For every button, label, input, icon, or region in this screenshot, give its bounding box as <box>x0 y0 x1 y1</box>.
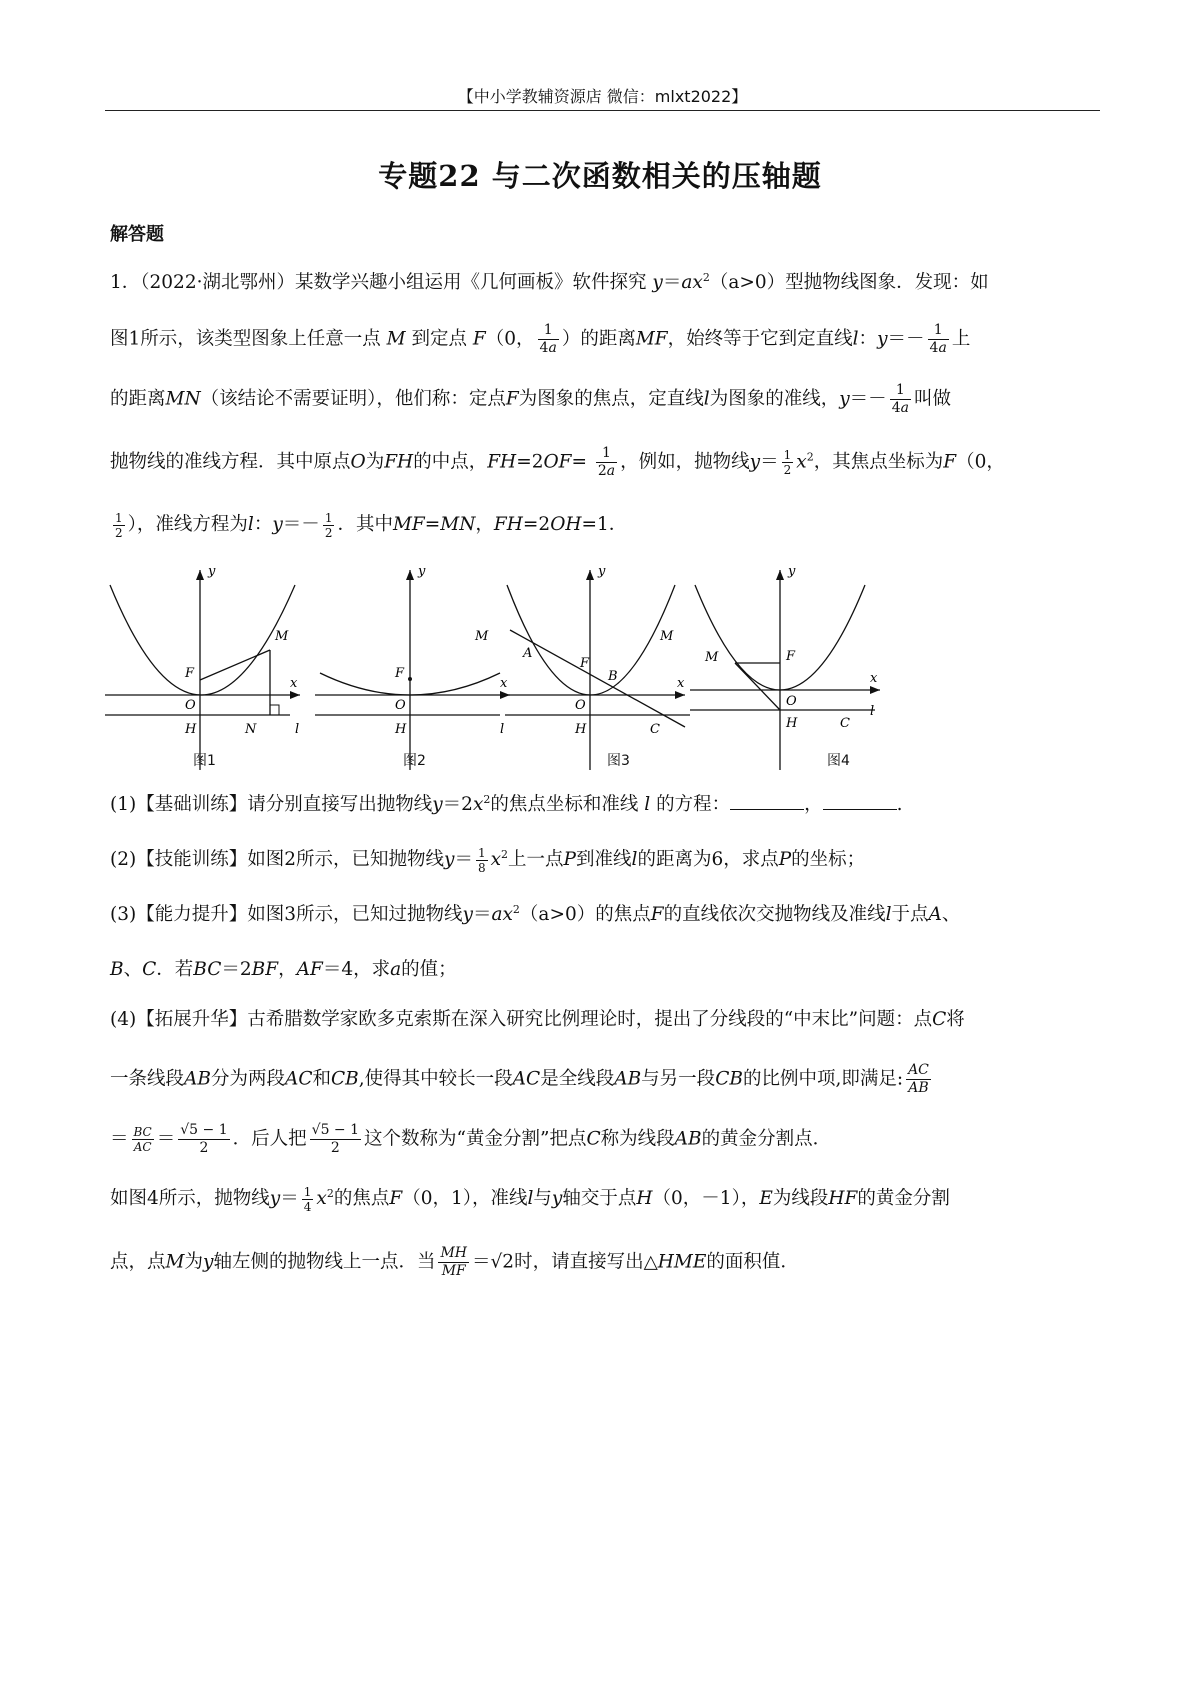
fig2-x-label: x <box>500 676 508 691</box>
fig3-y-label: y <box>598 564 606 579</box>
fig3-B-label: B <box>608 669 618 684</box>
fig2-l-label: l <box>500 722 505 737</box>
fig2-M-label: M <box>475 629 489 644</box>
question-5-line-2: 点，点M为y轴左侧的抛物线上一点．当 $\frac{MH}{MF}$ ＝√2时，请直接写出△HME的面积值． <box>110 1245 799 1279</box>
fig2-F-label: F <box>395 666 405 681</box>
question-3-line-2: B、C．若BC＝2BF，AF＝4，求a的值； <box>110 959 457 980</box>
fig4-y-label: y <box>788 564 796 579</box>
intro-line-1: 1．（2022·湖北鄂州）某数学兴趣小组运用《几何画板》软件探究 $y=ax^2(a>0)$型抛物线图象．发现：如 <box>110 270 989 293</box>
fig1-H-label: H <box>185 722 197 737</box>
fig1-N-label: N <box>245 722 257 737</box>
fig4-H-label: H <box>786 716 798 731</box>
page-header: 【中小学教辅资源店 微信：mlxt2022】 <box>457 87 748 106</box>
fig1-M-label: M <box>275 629 289 644</box>
fig2-y-label: y <box>418 564 426 579</box>
fig3-F-label: F <box>580 656 590 671</box>
header-rule <box>105 110 1100 111</box>
question-4-line-1: (4)【拓展升华】古希腊数学家欧多克索斯在深入研究比例理论时，提出了分线段的“中末比”问题：点C将 <box>110 1009 965 1030</box>
fig3-H-label: H <box>575 722 587 737</box>
fig1-l-label: l <box>295 722 300 737</box>
question-5-line-1: 如图4所示，抛物线y＝ $\frac{1}{4}$ $x^2$的焦点F（0，1），准线l与y轴交于点H（0，－1），E为线段HF的黄金分割 <box>110 1184 950 1214</box>
intro-line-5: $\frac{1}{2}$ ），准线方程为l：y＝－ $\frac{1}{2}$ ．其中MF=MN，FH=2OH=1． <box>115 510 628 540</box>
fig4-caption: 图4 <box>827 753 850 769</box>
fig3-M-label: M <box>660 629 674 644</box>
fig1-O-label: O <box>185 698 196 713</box>
question-4-line-3: ＝ $\frac{BC}{AC}$ ＝ $\frac{√5 - 1}{2}$ ．后人把 $\frac{√5 - 1}{2}$ 这个数称为“黄金分割”把点C称为线段AB的黄金分割点． <box>110 1122 832 1156</box>
fig1-caption: 图1 <box>193 753 216 769</box>
section-label: 解答题 <box>110 224 164 245</box>
question-1: (1)【基础训练】请分别直接写出抛物线$y=2x^2$的焦点坐标和准线 l 的方程： ， . <box>110 792 903 815</box>
question-2: (2)【技能训练】如图2所示，已知抛物线y＝ $\frac{1}{8}$ $x^2$上一点P到准线l的距离为6，求点P的坐标； <box>110 845 866 875</box>
page-title: 专题22 与二次函数相关的压轴题 <box>378 159 822 193</box>
fig4-F-label: F <box>786 649 796 664</box>
question-3-line-1: (3)【能力提升】如图3所示，已知过抛物线$y=ax^2(a>0)$的焦点F的直线依次交抛物线及准线l于点A、 <box>110 902 961 925</box>
figures-row <box>105 555 1100 780</box>
fig2-O-label: O <box>395 698 406 713</box>
fig3-C-label: C <box>650 722 660 737</box>
question-4-line-2: 一条线段AB分为两段AC和CB,使得其中较长一段AC是全线段AB与另一段CB的比例中项,即满足: $\frac{AC}{AB}$ <box>110 1062 929 1096</box>
fig3-O-label: O <box>575 698 586 713</box>
fig1-F-label: F <box>185 666 195 681</box>
figure-4 <box>690 564 880 770</box>
fig4-x-label: x <box>870 671 878 686</box>
intro-line-3: 的距离MN（该结论不需要证明），他们称：定点F为图象的焦点，定直线l为图象的准线，y＝－ $\frac{1}{4a}$ 叫做 <box>110 382 951 416</box>
figure-2 <box>315 564 510 770</box>
fig2-caption: 图2 <box>403 753 426 769</box>
figure-1 <box>105 564 300 770</box>
fig3-caption: 图3 <box>607 753 630 769</box>
fig4-C-label: C <box>840 716 850 731</box>
fig4-M-label: M <box>705 650 719 665</box>
figure-3 <box>505 564 690 770</box>
intro-line-4: 抛物线的准线方程．其中原点O为FH的中点，FH=2OF= $\frac{1}{2a}$ ，例如，抛物线y＝ $\frac{1}{2}$ $x^2$，其焦点坐标为F（0， <box>110 445 1005 479</box>
fig1-x-label: x <box>290 676 298 691</box>
fig2-H-label: H <box>395 722 407 737</box>
fig3-x-label: x <box>677 676 685 691</box>
fig4-l-label: l <box>870 704 875 719</box>
intro-line-2: 图1所示，该类型图象上任意一点 M 到定点 F（0， $\frac{1}{4a}$ ）的距离MF，始终等于它到定直线l：y＝－ $\frac{1}{4a}$ 上 <box>110 322 971 356</box>
fig4-O-label: O <box>786 694 797 709</box>
fig1-y-label: y <box>208 564 216 579</box>
fig3-A-label: A <box>523 646 533 661</box>
